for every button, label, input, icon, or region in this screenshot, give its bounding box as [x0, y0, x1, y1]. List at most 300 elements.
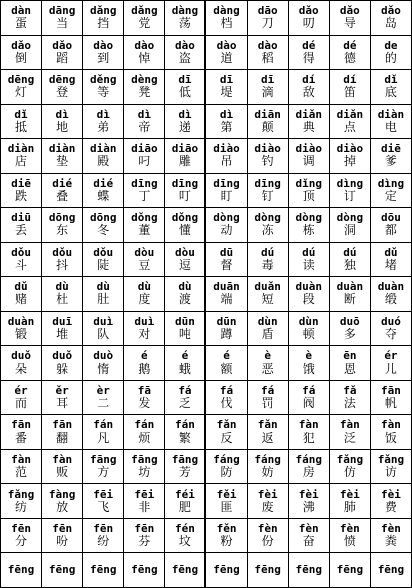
table-cell	[371, 484, 412, 519]
table-cell	[42, 553, 83, 588]
hanzi-text: 匪	[220, 499, 233, 514]
hanzi-text: 而	[15, 396, 28, 411]
hanzi-text: 访	[384, 465, 397, 480]
pinyin-text: é	[181, 349, 189, 363]
table-cell	[371, 174, 412, 209]
pinyin-text: fēn	[93, 522, 114, 536]
pinyin-text: diǎn	[295, 107, 322, 121]
pinyin-text: diē	[11, 176, 31, 190]
hanzi-text: 独	[343, 257, 356, 272]
hanzi-text: 斗	[15, 257, 28, 272]
pinyin-text: dǐng	[295, 176, 322, 190]
table-cell	[248, 174, 289, 209]
hanzi-text: 躲	[56, 361, 69, 376]
pinyin-text: dié	[93, 176, 114, 190]
table-cell	[248, 381, 289, 416]
hanzi-text: 钉	[261, 188, 274, 203]
hanzi-text: 蝶	[97, 188, 110, 203]
table-cell	[165, 174, 206, 209]
table-cell	[124, 277, 165, 312]
table-cell	[371, 312, 412, 347]
hanzi-text: 等	[97, 85, 110, 100]
pinyin-text: fēng	[336, 563, 364, 577]
hanzi-text: 废	[261, 499, 274, 514]
hanzi-text: 沸	[302, 499, 315, 514]
pinyin-text: fàn	[11, 453, 31, 466]
hanzi-text: 多	[343, 326, 356, 341]
pinyin-text: dǎo	[11, 38, 31, 52]
pinyin-text: de	[384, 38, 398, 52]
hanzi-text: 地	[56, 119, 69, 134]
pinyin-text: fàng	[48, 487, 76, 501]
pinyin-text: dì	[55, 107, 69, 121]
pinyin-text: fēng	[377, 563, 405, 577]
hanzi-text: 垫	[56, 154, 69, 169]
pinyin-text: dào	[134, 38, 155, 52]
pinyin-text: dào	[93, 38, 114, 52]
table-cell	[289, 174, 330, 209]
hanzi-text: 返	[261, 430, 274, 445]
hanzi-text: 二	[97, 396, 110, 411]
pinyin-text: féi	[175, 487, 195, 501]
pinyin-text: dǐ	[14, 107, 28, 121]
table-cell	[371, 208, 412, 243]
pinyin-text: fǎ	[343, 383, 357, 397]
pinyin-text: fēng	[131, 563, 158, 577]
pinyin-text: dēng	[7, 73, 35, 87]
hanzi-text: 法	[343, 396, 356, 411]
pinyin-text: duàn	[336, 280, 364, 294]
table-cell	[83, 243, 124, 278]
hanzi-text: 登	[56, 85, 69, 100]
pinyin-text: fǎn	[257, 418, 278, 432]
pinyin-text: fān	[52, 418, 73, 432]
table-cell	[371, 415, 412, 450]
table-cell	[124, 139, 165, 174]
pinyin-text: dì	[178, 107, 192, 121]
hanzi-text: 挡	[97, 16, 110, 31]
hanzi-text: 肺	[343, 499, 356, 514]
table-cell	[124, 553, 165, 588]
pinyin-text: dǎo	[298, 4, 319, 18]
pinyin-text: dào	[175, 38, 195, 52]
table-cell	[289, 36, 330, 71]
hanzi-text: 妨	[261, 465, 274, 480]
table-cell	[124, 36, 165, 71]
hanzi-text: 朵	[15, 361, 28, 376]
hanzi-text: 抖	[56, 257, 69, 272]
pinyin-text: fá	[261, 383, 275, 397]
hanzi-text: 岛	[384, 16, 397, 31]
table-cell	[206, 36, 247, 71]
hanzi-text: 豆	[138, 257, 151, 272]
table-cell	[206, 174, 247, 209]
table-cell	[165, 243, 206, 278]
pinyin-text: ēn	[343, 349, 357, 363]
table-cell	[124, 312, 165, 347]
hanzi-text: 逗	[178, 257, 191, 272]
hanzi-text: 份	[261, 534, 274, 549]
hanzi-text: 蛾	[178, 361, 191, 376]
hanzi-text: 当	[56, 16, 69, 31]
hanzi-text: 弟	[97, 119, 110, 134]
hanzi-text: 董	[138, 223, 151, 238]
pinyin-text: dǒu	[11, 245, 31, 259]
hanzi-text: 第	[220, 119, 233, 134]
hanzi-text: 的	[384, 50, 397, 65]
hanzi-text: 灯	[15, 85, 28, 100]
pinyin-text: dǎng	[131, 4, 158, 18]
hanzi-text: 店	[15, 154, 28, 169]
table-cell	[248, 415, 289, 450]
table-cell	[42, 277, 83, 312]
table-cell	[124, 208, 165, 243]
pinyin-text: dōu	[381, 211, 401, 225]
hanzi-text: 对	[138, 326, 151, 341]
pinyin-text: dì	[137, 107, 151, 121]
pinyin-text: fǎn	[216, 418, 237, 432]
pinyin-text: duì	[93, 314, 114, 328]
table-cell	[206, 70, 247, 105]
table-cell	[1, 70, 42, 105]
hanzi-text: 发	[138, 396, 151, 411]
pinyin-text: fèi	[298, 487, 319, 501]
hanzi-text: 奋	[302, 534, 315, 549]
table-cell	[1, 1, 42, 36]
table-cell	[165, 484, 206, 519]
table-cell	[165, 70, 206, 105]
pinyin-text: é	[223, 349, 230, 363]
hanzi-text: 敌	[302, 85, 315, 100]
table-cell	[330, 381, 371, 416]
pinyin-text: fán	[175, 418, 195, 432]
pinyin-text: ěr	[55, 383, 69, 397]
hanzi-text: 方	[97, 465, 110, 480]
hanzi-text: 递	[178, 119, 191, 134]
hanzi-text: 栋	[302, 223, 315, 238]
table-cell	[42, 312, 83, 347]
table-cell	[124, 346, 165, 381]
hanzi-text: 坟	[178, 534, 191, 549]
pinyin-text: duì	[134, 314, 155, 328]
table-cell	[289, 346, 330, 381]
table-cell	[330, 346, 371, 381]
pinyin-text: dǒng	[171, 211, 199, 225]
pinyin-text: dùn	[257, 314, 278, 328]
pinyin-text: dú	[261, 245, 275, 259]
hanzi-text: 倒	[15, 50, 28, 65]
table-cell	[206, 381, 247, 416]
table-cell	[42, 519, 83, 554]
hanzi-text: 赌	[15, 292, 28, 307]
table-cell	[83, 174, 124, 209]
hanzi-text: 刀	[261, 16, 274, 31]
table-cell	[330, 519, 371, 554]
pinyin-text: dàng	[213, 4, 240, 18]
table-cell	[165, 415, 206, 450]
table-cell	[83, 105, 124, 140]
pinyin-text: diǎn	[336, 107, 364, 121]
hanzi-text: 得	[302, 50, 315, 65]
hanzi-text: 凳	[138, 85, 151, 100]
hanzi-text: 恩	[343, 361, 356, 376]
pinyin-text: fēng	[7, 563, 35, 577]
pinyin-text: fān	[11, 418, 31, 432]
pinyin-text: dīng	[254, 176, 281, 190]
table-cell	[248, 312, 289, 347]
table-cell	[206, 553, 247, 588]
hanzi-text: 肚	[97, 292, 110, 307]
pinyin-text: fáng	[213, 453, 240, 466]
table-cell	[371, 519, 412, 554]
hanzi-text: 翻	[56, 430, 69, 445]
table-cell	[83, 381, 124, 416]
table-cell	[289, 139, 330, 174]
table-cell	[206, 312, 247, 347]
pinyin-text: dīng	[131, 176, 158, 190]
hanzi-text: 颠	[261, 119, 274, 134]
pinyin-text: fèn	[381, 522, 401, 536]
table-cell	[1, 484, 42, 519]
pinyin-text: dǒng	[131, 211, 158, 225]
hanzi-text: 顿	[302, 326, 315, 341]
table-cell	[1, 312, 42, 347]
pinyin-text: duǒ	[52, 349, 73, 363]
table-cell	[165, 36, 206, 71]
hanzi-text: 番	[15, 430, 28, 445]
table-cell	[371, 450, 412, 485]
table-cell	[42, 346, 83, 381]
table-cell	[371, 105, 412, 140]
table-cell	[42, 105, 83, 140]
pinyin-text: dì	[96, 107, 110, 121]
table-cell	[330, 139, 371, 174]
pinyin-text: dòng	[336, 211, 364, 225]
pinyin-text: duàn	[295, 280, 322, 294]
hanzi-text: 帝	[138, 119, 151, 134]
table-cell	[124, 381, 165, 416]
table-cell	[42, 36, 83, 71]
table-cell	[289, 381, 330, 416]
hanzi-text: 伐	[220, 396, 233, 411]
hanzi-text: 稻	[261, 50, 274, 65]
pinyin-text: diū	[11, 211, 31, 225]
hanzi-text: 吊	[220, 154, 233, 169]
pinyin-text: fāng	[171, 453, 199, 466]
hanzi-text: 肥	[178, 499, 191, 514]
table-cell	[165, 105, 206, 140]
pinyin-text: dié	[52, 176, 73, 190]
hanzi-text: 端	[220, 292, 233, 307]
table-cell	[124, 519, 165, 554]
pinyin-text: duī	[52, 314, 73, 328]
pinyin-text: fēi	[93, 487, 114, 501]
pinyin-text: dìng	[377, 176, 405, 190]
hanzi-text: 惰	[97, 361, 110, 376]
hanzi-text: 动	[220, 223, 233, 238]
hanzi-text: 杜	[56, 292, 69, 307]
pinyin-text: fēn	[52, 522, 73, 536]
pinyin-text: dǔ	[14, 280, 28, 294]
hanzi-text: 耳	[56, 396, 69, 411]
table-cell	[83, 312, 124, 347]
table-cell	[248, 553, 289, 588]
hanzi-text: 粪	[384, 534, 397, 549]
table-cell	[371, 346, 412, 381]
table-cell	[330, 450, 371, 485]
pinyin-text: dù	[55, 280, 69, 294]
pinyin-text: dù	[178, 280, 192, 294]
table-cell	[248, 105, 289, 140]
pinyin-text: é	[141, 349, 148, 363]
hanzi-text: 泛	[343, 430, 356, 445]
table-cell	[1, 346, 42, 381]
hanzi-text: 芳	[178, 465, 191, 480]
hanzi-text: 党	[138, 16, 151, 31]
table-cell	[165, 312, 206, 347]
pinyin-text: dì	[219, 107, 234, 121]
hanzi-text: 冻	[261, 223, 274, 238]
hanzi-text: 乏	[178, 396, 191, 411]
pinyin-text: dēng	[48, 73, 76, 87]
pinyin-text: diào	[295, 142, 322, 156]
table-cell	[124, 70, 165, 105]
pinyin-text: dé	[343, 38, 357, 52]
table-cell	[42, 484, 83, 519]
table-cell	[124, 1, 165, 36]
pinyin-text: fèi	[339, 487, 360, 501]
pinyin-text: fēn	[134, 522, 155, 536]
pinyin-text: dīng	[213, 176, 240, 190]
table-cell	[206, 208, 247, 243]
table-cell	[371, 553, 412, 588]
pinyin-text: ér	[14, 383, 28, 397]
pinyin-text: dèng	[131, 73, 158, 87]
table-cell	[330, 415, 371, 450]
pinyin-text: fèi	[257, 487, 278, 501]
hanzi-text: 飞	[97, 499, 110, 514]
hanzi-text: 烦	[138, 430, 151, 445]
table-cell	[124, 415, 165, 450]
hanzi-text: 蹈	[56, 50, 69, 65]
table-cell	[289, 519, 330, 554]
hanzi-text: 芬	[138, 534, 151, 549]
pinyin-text: děng	[89, 73, 117, 87]
table-cell	[124, 174, 165, 209]
table-cell	[83, 346, 124, 381]
hanzi-text: 笛	[343, 85, 356, 100]
pinyin-text: fàn	[298, 418, 319, 432]
table-cell	[371, 277, 412, 312]
hanzi-text: 粉	[220, 534, 233, 549]
pinyin-text: dòng	[295, 211, 322, 225]
pinyin-text: fǎng	[7, 487, 35, 501]
hanzi-text: 饿	[302, 361, 315, 376]
hanzi-text: 堤	[220, 85, 233, 100]
pinyin-text: dǐ	[384, 73, 398, 87]
hanzi-text: 钓	[261, 154, 274, 169]
hanzi-text: 儿	[384, 361, 397, 376]
pinyin-text: diāo	[131, 142, 158, 156]
pinyin-text: fēng	[48, 563, 76, 577]
pinyin-text: fān	[381, 383, 401, 397]
pinyin-text: fá	[178, 383, 192, 397]
hanzi-text: 帆	[384, 396, 397, 411]
table-cell	[165, 553, 206, 588]
hanzi-text: 德	[343, 50, 356, 65]
hanzi-text: 东	[56, 223, 69, 238]
pinyin-text: dùn	[298, 314, 319, 328]
table-cell	[124, 105, 165, 140]
table-cell	[371, 381, 412, 416]
hanzi-text: 仿	[343, 465, 356, 480]
table-cell	[248, 70, 289, 105]
hanzi-text: 堆	[56, 326, 69, 341]
table-cell	[371, 243, 412, 278]
table-cell	[42, 70, 83, 105]
pinyin-text: dǎo	[52, 38, 73, 52]
hanzi-text: 饭	[384, 430, 397, 445]
table-cell	[1, 553, 42, 588]
table-cell	[165, 208, 206, 243]
table-cell	[289, 553, 330, 588]
table-cell	[124, 450, 165, 485]
hanzi-text: 叼	[138, 154, 151, 169]
table-cell	[371, 36, 412, 71]
table-cell	[165, 381, 206, 416]
table-cell	[165, 450, 206, 485]
table-cell	[206, 1, 247, 36]
table-cell	[1, 519, 42, 554]
hanzi-text: 贩	[56, 465, 69, 480]
pinyin-text: fá	[219, 383, 234, 397]
pinyin-text: diān	[254, 107, 281, 121]
table-cell	[289, 312, 330, 347]
hanzi-text: 毒	[261, 257, 274, 272]
pinyin-text: èr	[96, 383, 110, 397]
table-cell	[289, 243, 330, 278]
pinyin-text: fàn	[52, 453, 73, 466]
pinyin-text: dìng	[336, 176, 364, 190]
pinyin-text: fá	[302, 383, 316, 397]
table-cell	[206, 484, 247, 519]
pinyin-text: fǎng	[377, 453, 405, 466]
table-cell	[330, 484, 371, 519]
table-cell	[83, 553, 124, 588]
pinyin-text: diàn	[48, 142, 76, 156]
pinyin-text: fèi	[381, 487, 401, 501]
pinyin-text: è	[264, 349, 271, 363]
hanzi-text: 繁	[178, 430, 191, 445]
table-cell	[83, 70, 124, 105]
hanzi-text: 典	[302, 119, 315, 134]
pinyin-text: fēng	[171, 563, 199, 577]
pinyin-text: fáng	[295, 453, 322, 466]
pinyin-text: dī	[261, 73, 275, 87]
hanzi-text: 堵	[384, 257, 397, 272]
pinyin-text: fā	[137, 383, 151, 397]
table-cell	[289, 105, 330, 140]
table-cell	[289, 277, 330, 312]
hanzi-text: 防	[220, 465, 233, 480]
table-cell	[206, 346, 247, 381]
hanzi-text: 恶	[261, 361, 274, 376]
table-cell	[1, 105, 42, 140]
table-cell	[206, 415, 247, 450]
pinyin-text: diē	[381, 142, 401, 156]
hanzi-text: 导	[343, 16, 356, 31]
table-cell	[1, 415, 42, 450]
